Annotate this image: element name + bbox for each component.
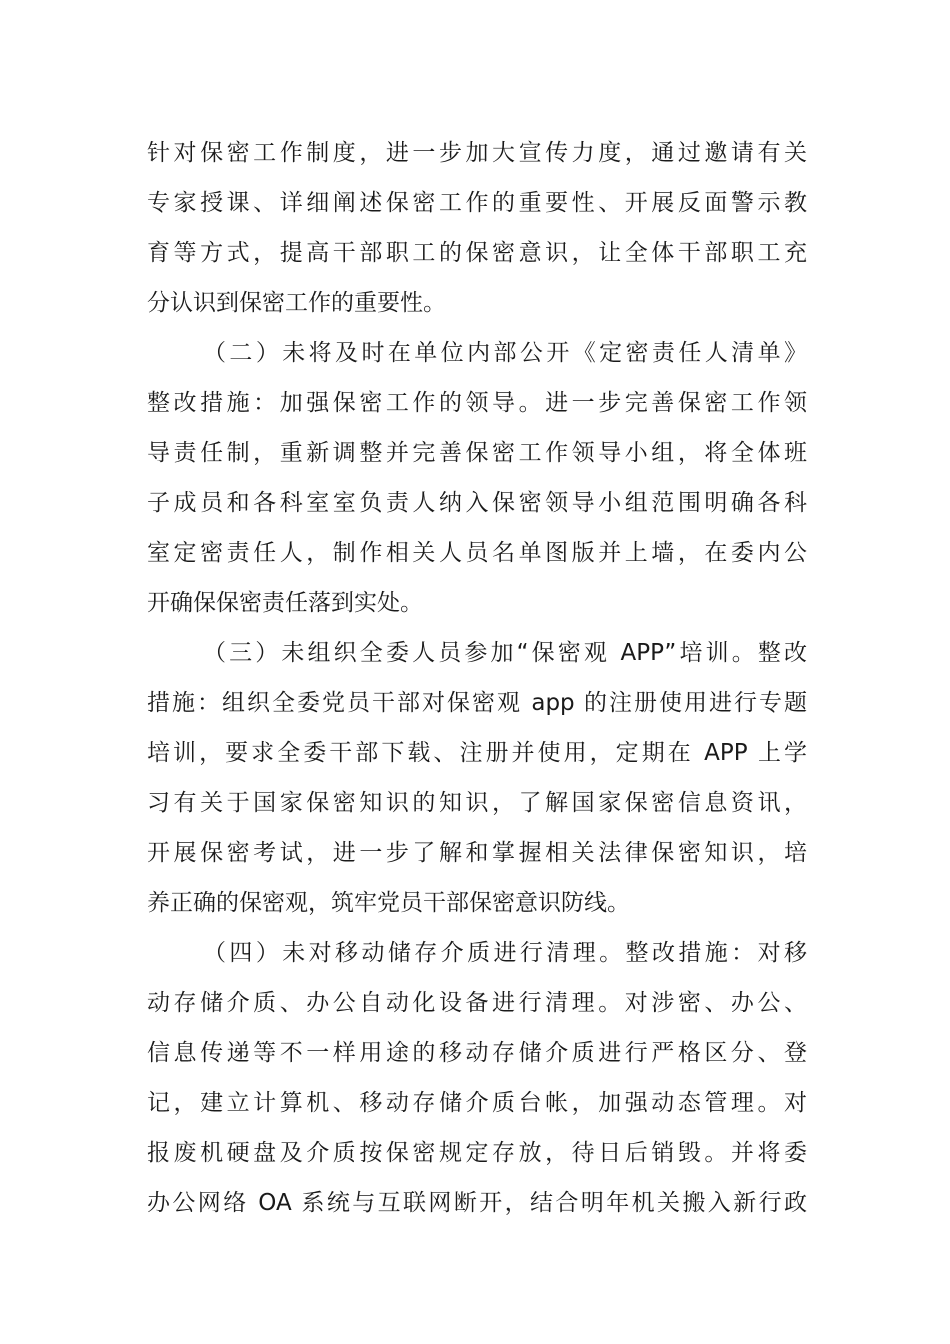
text-line: 针对保密工作制度，进一步加大宣传力度，通过邀请有关 <box>147 140 807 166</box>
text-line: 开确保保密责任落到实处。 <box>147 590 423 616</box>
text-line: 信息传递等不一样用途的移动存储介质进行严格区分、登 <box>147 1040 807 1066</box>
text-line: 动存储介质、办公自动化设备进行清理。对涉密、办公、 <box>147 990 807 1016</box>
text-line: 养正确的保密观，筑牢党员干部保密意识防线。 <box>147 890 630 916</box>
text-line: 培训，要求全委干部下载、注册并使用，定期在 APP 上学 <box>147 740 807 766</box>
text-line: 室定密责任人，制作相关人员名单图版并上墙，在委内公 <box>147 540 807 566</box>
section-heading-3: （三）未组织全委人员参加“保密观 APP”培训。整改 <box>203 640 807 666</box>
text-line: 报废机硬盘及介质按保密规定存放，待日后销毁。并将委 <box>147 1140 807 1166</box>
body-text <box>147 128 807 1228</box>
text-line: 措施：组织全委党员干部对保密观 app 的注册使用进行专题 <box>147 690 807 716</box>
text-line: 导责任制，重新调整并完善保密工作领导小组，将全体班 <box>147 440 807 466</box>
text-line: 子成员和各科室室负责人纳入保密领导小组范围明确各科 <box>147 490 807 516</box>
section-heading-4: （四）未对移动储存介质进行清理。整改措施：对移 <box>203 940 807 966</box>
section-heading-2: （二）未将及时在单位内部公开《定密责任人清单》 <box>203 340 807 366</box>
text-line: 办公网络 OA 系统与互联网断开，结合明年机关搬入新行政 <box>147 1190 807 1216</box>
text-line: 育等方式，提高干部职工的保密意识，让全体干部职工充 <box>147 240 807 266</box>
text-line: 整改措施：加强保密工作的领导。进一步完善保密工作领 <box>147 390 807 416</box>
text-line: 开展保密考试，进一步了解和掌握相关法律保密知识，培 <box>147 840 807 866</box>
text-line: 习有关于国家保密知识的知识，了解国家保密信息资讯， <box>147 790 807 816</box>
text-line: 分认识到保密工作的重要性。 <box>147 290 446 316</box>
text-line: 记，建立计算机、移动存储介质台帐，加强动态管理。对 <box>147 1090 807 1116</box>
text-line: 专家授课、详细阐述保密工作的重要性、开展反面警示教 <box>147 190 807 216</box>
